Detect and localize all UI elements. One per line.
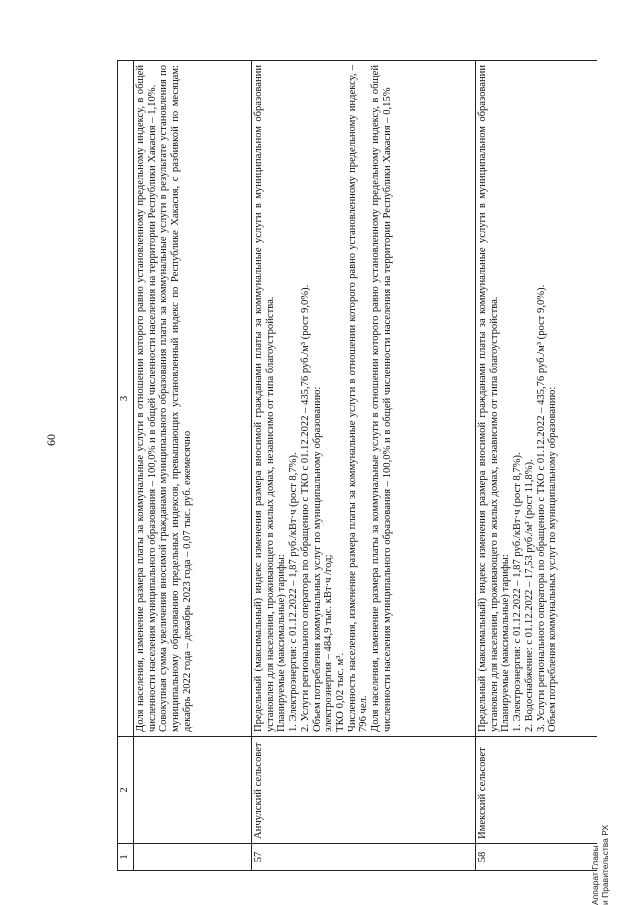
description-line: Совокупная сумма увеличения вносимой гражданами муниципального образования платы за коммунальные услуги в результате установления по муниципальному образованию предельных индексов, превышающих установленный индекс по Республике Хакасия, с разбивкой по месяцам: декабрь 2022 года – декабрь 2023 года – 0,07 тыс. руб. ежемесячно xyxy=(158,65,193,732)
row-number xyxy=(134,844,252,871)
description-line: Объем потребления коммунальных услуг по муниципальному образованию: xyxy=(547,386,559,732)
description-line: Численность населения, изменение размера платы за коммунальные услуги в отношении которого равно установленному предельному индексу, – 796 чел. xyxy=(346,65,370,732)
description-line: Объем потребления коммунальных услуг по муниципальному образованию: xyxy=(311,386,323,732)
description-line: 3. Услуги регионального оператора по обращению с ТКО с 01.12.2022 – 435,76 руб./м³ (рост 9,0%). xyxy=(535,284,547,732)
description-line: Доля населения, изменение размера платы за коммунальные услуги в отношении которого равно установленному предельному индексу, в общей численности населения муниципального образования – 100,0% и в общей численности населения на территории Республики Хакасия – 1,10%. xyxy=(135,65,158,732)
page-number: 60 xyxy=(44,434,58,446)
municipality-name: Имекский сельсовет xyxy=(476,737,598,844)
description-cell xyxy=(476,61,598,737)
municipality-name xyxy=(134,737,252,844)
description-line: 1. Электроэнергия: с 01.12.2022 – 1,87 руб./кВт·ч (рост 8,7%). xyxy=(288,452,300,732)
description-line: Планируемые (максимальные) тарифы: xyxy=(500,554,512,732)
description-line: 2. Водоснабжение: с 01.12.2022 – 17,53 руб./м³ (рост 11,8%). xyxy=(523,459,535,732)
description-line: 1. Электроэнергия: с 01.12.2022 – 1,87 руб./кВт·ч (рост 8,7%). xyxy=(512,452,524,732)
description-line: электроэнергия – 484,9 тыс. кВт·ч /год; xyxy=(323,554,335,732)
description-line: Планируемые (максимальные) тарифы: xyxy=(276,554,288,732)
description-line: 2. Услуги регионального оператора по обращению с ТКО с 01.12.2022 – 435,76 руб./м³ (рост 9,0%). xyxy=(299,284,311,732)
municipality-name: Анчулский сельсовет xyxy=(252,737,476,844)
header-cell-2: 2 xyxy=(118,737,134,844)
header-cell-3: 3 xyxy=(118,61,134,737)
description-line: Предельный (максимальный) индекс изменения размера вносимой гражданами платы за коммунальные услуги в муниципальном образовании установлен для населения, проживающего в жилых домах, независимо от типа благоустройства. xyxy=(477,65,500,732)
description-cell xyxy=(252,61,476,737)
row-number: 58 xyxy=(476,844,598,871)
table-row-continuation xyxy=(134,61,252,871)
stamp-line-1: Аппарат Главы xyxy=(590,845,600,905)
table-header-row xyxy=(118,61,134,871)
table-row xyxy=(476,61,598,871)
table-row xyxy=(252,61,476,871)
rotated-table-container xyxy=(117,61,580,871)
description-line: ТКО 0,02 тыс. м³. xyxy=(334,652,346,732)
row-number: 57 xyxy=(252,844,476,871)
indices-table xyxy=(117,60,597,871)
stamp-line-2: и Правительства РХ xyxy=(600,824,610,905)
description-line: Доля населения, изменение размера платы за коммунальные услуги в отношении которого равно установленному предельному индексу, в общей численности населения муниципального образования – 100,0% и в общей численности населения на территории Республики Хакасия – 0,15% xyxy=(370,65,393,732)
header-cell-1: 1 xyxy=(118,844,134,871)
description-line: Предельный (максимальный) индекс изменения размера вносимой гражданами платы за коммунальные услуги в муниципальном образовании установлен для населения, проживающего в жилых домах, независимо от типа благоустройства. xyxy=(253,65,276,732)
description-cell xyxy=(134,61,252,737)
